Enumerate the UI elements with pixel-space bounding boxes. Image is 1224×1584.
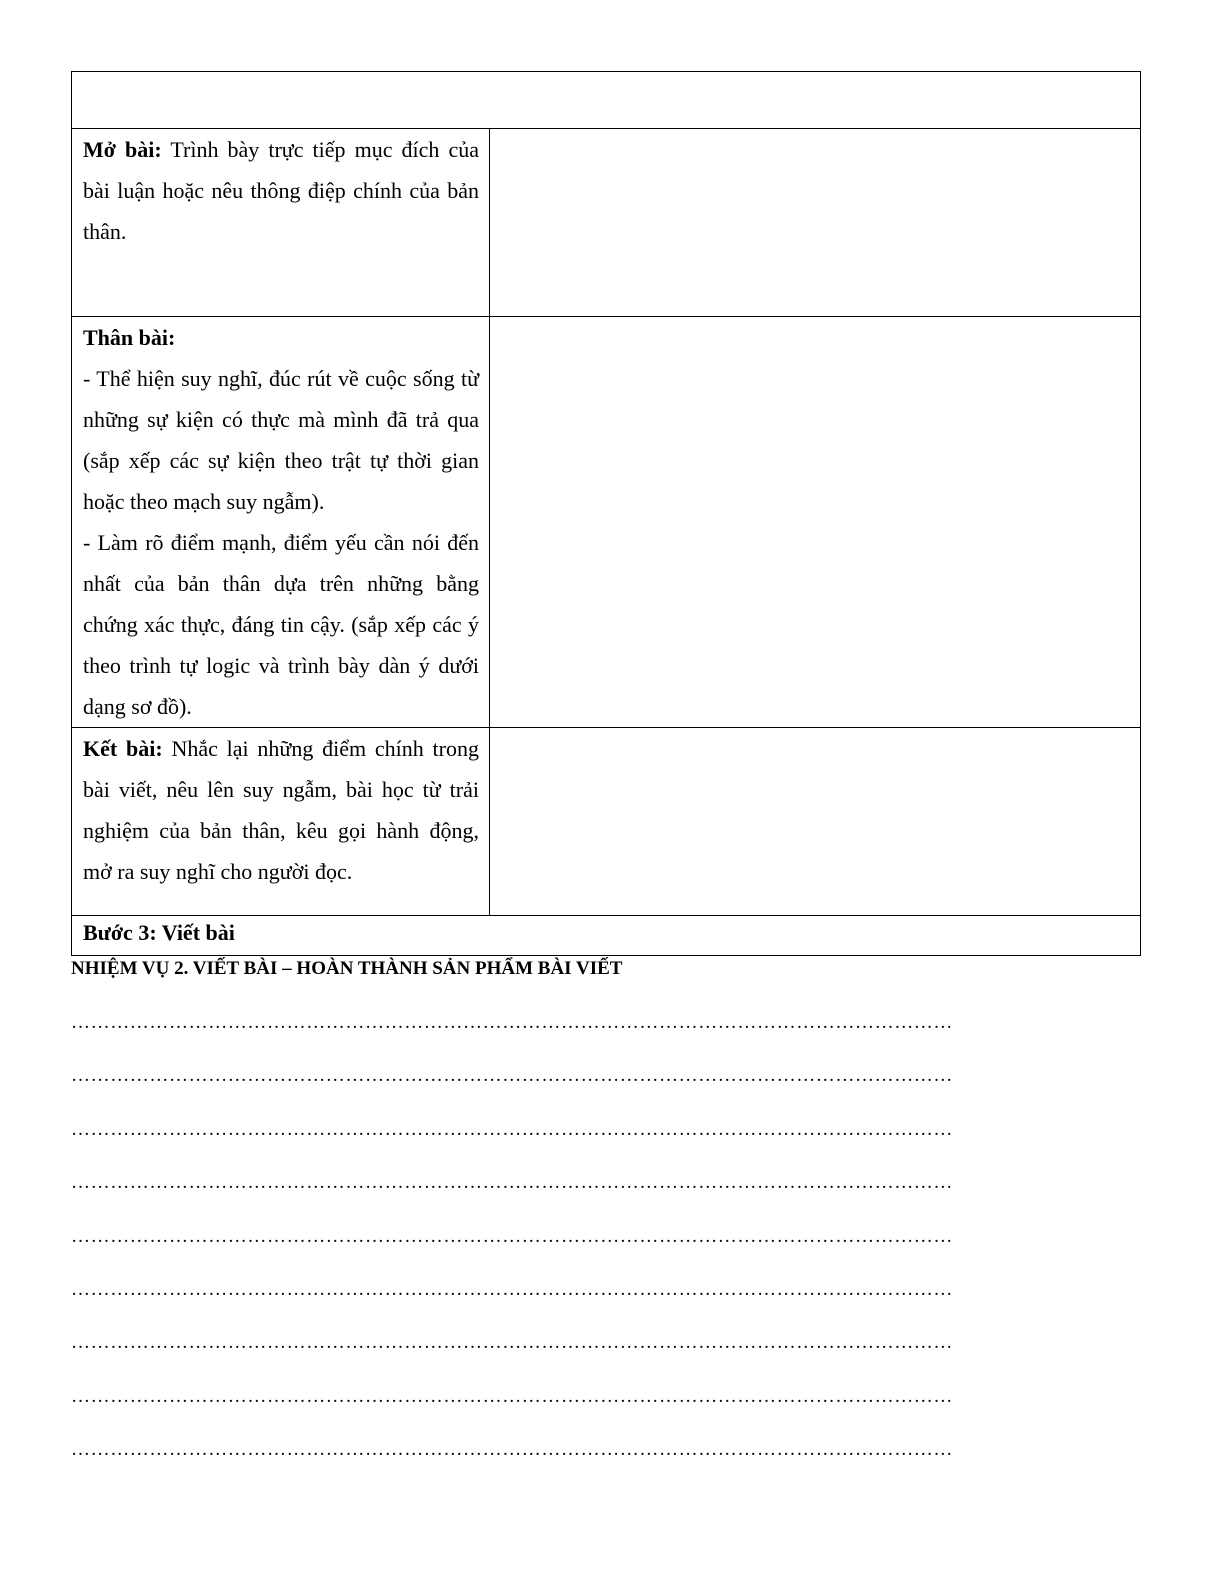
buoc-3-cell: Bước 3: Viết bài [72, 916, 1141, 956]
empty-header-cell [72, 72, 1141, 129]
writing-line[interactable]: ……………………………………………………………………………………………………………………… [71, 1225, 953, 1247]
than-bai-content [72, 317, 489, 727]
writing-line[interactable]: ……………………………………………………………………………………………………………………… [71, 1118, 953, 1140]
mo-bai-answer-cell[interactable] [490, 129, 1141, 317]
ket-bai-label: Kết bài: [83, 736, 163, 761]
mo-bai-label: Mở bài: [83, 137, 162, 162]
than-bai-label: Thân bài: [83, 325, 176, 350]
writing-line[interactable]: ……………………………………………………………………………………………………………………… [71, 1332, 953, 1354]
ket-bai-cell [72, 728, 490, 916]
task-heading: NHIỆM VỤ 2. VIẾT BÀI – HOÀN THÀNH SẢN PHẨM BÀI VIẾT [71, 958, 623, 979]
writing-line[interactable]: ……………………………………………………………………………………………………………………… [71, 1172, 953, 1194]
mo-bai-text: Trình bày trực tiếp mục đích của bài luận hoặc nêu thông điệp chính của bản thân. [83, 137, 479, 244]
table-row-buoc-3 [72, 916, 1141, 956]
table-row-mo-bai [72, 129, 1141, 317]
outline-table [71, 71, 1141, 956]
than-bai-point: - Thể hiện suy nghĩ, đúc rút về cuộc sống từ những sự kiện có thực mà mình đã trả qua (sắp xếp các sự kiện theo trật tự thời gian hoặc theo mạch suy ngẫm). [83, 366, 479, 514]
table-row-than-bai [72, 317, 1141, 728]
than-bai-answer-cell[interactable] [490, 317, 1141, 728]
writing-line[interactable]: ……………………………………………………………………………………………………………………… [71, 1439, 953, 1461]
writing-line[interactable]: ……………………………………………………………………………………………………………………… [71, 1065, 953, 1087]
mo-bai-content [72, 129, 489, 252]
table-header-row-empty [72, 72, 1141, 129]
ket-bai-answer-cell[interactable] [490, 728, 1141, 916]
ket-bai-content [72, 728, 489, 892]
than-bai-point: - Làm rõ điểm mạnh, điểm yếu cần nói đến nhất của bản thân dựa trên những bằng chứng xác thực, đáng tin cậy. (sắp xếp các ý theo trình tự logic và trình bày dàn ý dưới dạng sơ đồ). [83, 530, 479, 719]
writing-line[interactable]: ……………………………………………………………………………………………………………………… [71, 1278, 953, 1300]
ket-bai-text: Nhắc lại những điểm chính trong bài viết, nêu lên suy ngẫm, bài học từ trải nghiệm của bản thân, kêu gọi hành động, mở ra suy nghĩ cho người đọc. [83, 736, 479, 884]
writing-lines [71, 1010, 1141, 1491]
writing-line[interactable]: ……………………………………………………………………………………………………………………… [71, 1012, 953, 1033]
table-row-ket-bai [72, 728, 1141, 916]
than-bai-cell [72, 317, 490, 728]
mo-bai-cell [72, 129, 490, 317]
writing-line[interactable]: ……………………………………………………………………………………………………………………… [71, 1385, 953, 1407]
